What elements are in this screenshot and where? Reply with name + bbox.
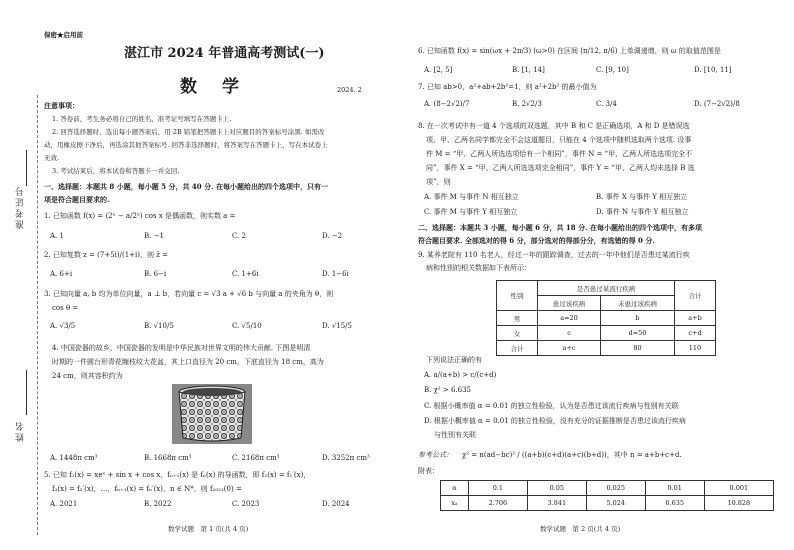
table-cell: 5.024 [586,496,645,511]
table-cell: d=50 [601,326,675,341]
footer-right: 数学试题 第 2 页(共 4 页) [540,525,621,533]
footer-left: 数学试题 第 1 页(共 4 页) [168,525,249,533]
q7-option-d[interactable]: D. (7−2√2)/8 [694,100,740,108]
table-cell: 2.706 [468,496,527,511]
q8-line-1: 8. 在一次考试中有一道 4 个选项的双选题，其中 B 和 C 是正确选项，A 和 D 是错误选 [418,122,690,130]
note-2b: 动，用橡皮擦干净后，再选涂其他答案标号. 回答非选择题时，将答案写在答题卡上，写在本试卷上 [44,141,328,149]
q2-option-c[interactable]: C. 1+6i [232,270,259,278]
table-cell: 0.025 [586,481,645,496]
q3-option-c[interactable]: C. √5/10 [232,322,262,330]
name-label: 姓名 [16,420,26,442]
q4-option-b[interactable]: B. 1668π cm³ [144,454,192,462]
table-cell: α [441,481,469,496]
note-1: 1. 答卷前，考生务必将自己的姓名、准考证号填写在答题卡上. [52,115,232,123]
q8-option-c[interactable]: C. 事件 M 与事件 Y 相互独立 [424,208,518,216]
q5-option-d[interactable]: D. 2024 [322,500,350,508]
q3-option-a[interactable]: A. √3/5 [50,322,76,330]
table-cell: 合计 [497,341,538,356]
q9-line-2: 病和性别的相关数据如下表所示： [426,264,531,272]
ref-label: 参考公式： [418,451,453,459]
q8-line-3: 件 M = “甲、乙两人所选选项恰有一个相同”，事件 N = “甲、乙两人所选选项完全不 [426,150,693,158]
table-header-no: 未患过该疾病 [601,296,675,311]
q5-line-2: f₃(x) = f₂′(x)，…，fₙ₊₁(x) = fₙ′(x)，n ∈ N*，则 f₂₀₂₁(0) = [52,485,242,493]
exam-id-label: 准考证号 [16,185,26,229]
table-cell: c [538,326,601,341]
q7-option-a[interactable]: A. (8−2√2)/7 [424,100,470,108]
q6-stem: 6. 已知函数 f(x) = sin(ωx + 2π/3) (ω>0) 在区间 (π/12, π/6) 上单调递增，则 ω 的取值范围是 [418,47,721,55]
q4-line-3: 24 cm，则其容积约为 [52,372,123,380]
q8-option-d[interactable]: D. 事件 N 与事件 Y 相互独立 [596,208,689,216]
note-2a: 2. 回答选择题时，选出每小题答案后，用 2B 铅笔把答题卡上对应题目的答案标号涂黑. 如需改 [52,128,325,136]
q9-table [496,280,716,356]
table-cell: 0.05 [527,481,586,496]
notes-heading: 注意事项： [44,101,79,110]
section2-heading: 二、选择题：本题共 3 小题，每小题 6 分，共 18 分. 在每小题给出的四个选项中，有多项 [418,223,702,232]
table-row [497,311,716,326]
table-cell: 80 [601,341,675,356]
q5-option-a[interactable]: A. 2021 [50,500,78,508]
ref-formula: χ² = n(ad−bc)² / ((a+b)(c+d)(a+c)(b+d))，其中 n = a+b+c+d. [462,451,682,459]
q3-stem: 3. 已知向量 a, b 均为单位向量，a ⊥ b，若向量 c = √3 a + √6 b 与向量 a 的夹角为 θ，则 [44,290,334,298]
q7-option-c[interactable]: C. 3/4 [596,100,617,108]
table-header-group: 是否患过某流行疾病 [538,281,675,296]
table-cell: 男 [497,311,538,326]
table-cell: a+c [538,341,601,356]
q1-stem: 1. 已知函数 f(x) = (2ˣ − a/2ˣ) cos x 是偶函数，则实数 a = [44,212,236,220]
q4-line-1: 4. 中国瓷器的故乡，中国瓷器的发明是中华民族对世界文明的伟大贡献. 下图是明清 [52,344,311,352]
table-row [497,341,716,356]
table-cell: 0.001 [704,481,773,496]
q3-option-b[interactable]: B. √10/5 [144,322,174,330]
q4-option-d[interactable]: D. 3252π cm³ [322,454,370,462]
table-cell: a+b [675,311,716,326]
q6-option-a[interactable]: A. [2, 5] [424,66,453,74]
flowerpot-image [172,384,252,444]
q8-option-a[interactable]: A. 事件 M 与事件 N 相互独立 [424,193,519,201]
table-cell: c+d [675,326,716,341]
q3-option-d[interactable]: D. √15/5 [322,322,352,330]
section1-heading: 一、选择题：本题共 8 小题，每小题 5 分，共 40 分. 在每小题给出的四个选项中，只有一 [44,182,328,191]
table-header-gender: 性别 [497,281,538,311]
note-3: 3. 考试结束后，将本试卷和答题卡一并交回. [52,167,180,175]
q2-stem: 2. 已知复数 z = (7+5i)/(1+i)，则 z̄ = [44,251,168,259]
q7-stem: 7. 已知 ab>0，a²+ab+2b²=1，则 a²+2b² 的最小值为 [418,83,597,91]
q9-option-c[interactable]: C. 根据小概率值 α = 0.01 的独立性检验，认为是否患过该流行疾病与性别有关联 [424,402,679,410]
q1-option-d[interactable]: D. −2 [322,232,343,240]
table-cell: 0.01 [645,481,704,496]
q6-option-c[interactable]: C. [9, 10] [596,66,629,74]
q1-option-b[interactable]: B. −1 [144,232,164,240]
q9-option-a[interactable]: A. a/(a+b) > c/(c+d) [424,371,497,379]
q8-line-5: 项”，则 [426,178,451,186]
q9-option-d[interactable]: D. 根据小概率值 α = 0.01 的独立性检验，没有充分的证据推断是否患过该流行疾病 [424,417,686,425]
q9-line-1: 9. 某养老院有 110 名老人，经过一年的跟踪调查，过去的一年中他们是否患过某流行疾 [418,251,690,259]
table-header-sum: 合计 [675,281,716,311]
page-title: 湛江市 2024 年普通高考测试(一) [124,46,325,61]
table-cell: 6.635 [645,496,704,511]
appendix-label: 附表： [418,467,439,475]
q9-option-b[interactable]: B. χ² > 6.635 [424,386,471,394]
table-row [441,496,774,511]
table-cell: a=20 [538,311,601,326]
table-cell: 3.841 [527,496,586,511]
table-header-yes: 患过该疾病 [538,296,601,311]
q5-line-1: 5. 已知 f₁(x) = xeˣ + sin x + cos x，fₙ₊₁(x) 是 fₙ(x) 的导函数，即 f₂(x) = f₁′(x)， [44,471,311,479]
exam-date: 2024. 2 [337,86,362,94]
q1-option-c[interactable]: C. 2 [232,232,247,240]
q6-option-d[interactable]: D. [10, 11] [694,66,732,74]
table-cell: b [601,311,675,326]
table-cell: 10.828 [704,496,773,511]
q9-option-d-cont: 与性别有关联 [434,431,476,439]
table-cell: 110 [675,341,716,356]
q3-stem-2: cos θ = [52,304,79,312]
table-cell: xₐ [441,496,469,511]
q8-line-2: 项，甲、乙两名同学都完全不会这道题目，只能在 4 个选项中随机选取两个选项. 设事 [426,136,692,144]
section1-heading-2: 项是符合题目要求的. [44,195,110,204]
note-2c: 无效. [44,154,60,162]
q2-option-d[interactable]: D. 1−6i [322,270,349,278]
table-row [497,326,716,341]
q4-option-a[interactable]: A. 1448π cm³ [50,454,98,462]
confidential-mark: 保密★启用前 [44,31,83,39]
table-cell: 0.1 [468,481,527,496]
name-underline [26,370,27,415]
q6-option-b[interactable]: B. [1, 14] [512,66,545,74]
q5-option-c[interactable]: C. 2023 [232,500,260,508]
q8-line-4: 同”，事件 X = “甲、乙两人所选选项完全相同”，事件 Y = “甲、乙两人均未选择 B 选 [426,164,695,172]
q7-option-b[interactable]: B. 2√2/3 [512,100,542,108]
table-row [441,481,774,496]
q2-option-b[interactable]: B. 6−i [144,270,167,278]
chi-square-table [440,480,774,511]
q9-question: 下列说法正确的有 [426,356,482,364]
q8-option-b[interactable]: B. 事件 X 与事件 Y 相互独立 [596,193,688,201]
subject-title: 数 学 [180,77,243,97]
q4-line-2: 时期的一件圆台形青花缠枝纹大花盆，其上口直径为 20 cm，下底直径为 18 cm，高为 [52,358,324,366]
section2-heading-2: 符合题目要求. 全部选对的得 6 分，部分选对的得部分分，有选错的得 0 分. [418,236,655,245]
q2-option-a[interactable]: A. 6+i [50,270,73,278]
q4-option-c[interactable]: C. 2168π cm³ [232,454,280,462]
q1-option-a[interactable]: A. 1 [50,232,64,240]
table-cell: 女 [497,326,538,341]
binding-line [37,95,38,535]
exam-id-underline [26,150,27,186]
q5-option-b[interactable]: B. 2022 [144,500,172,508]
